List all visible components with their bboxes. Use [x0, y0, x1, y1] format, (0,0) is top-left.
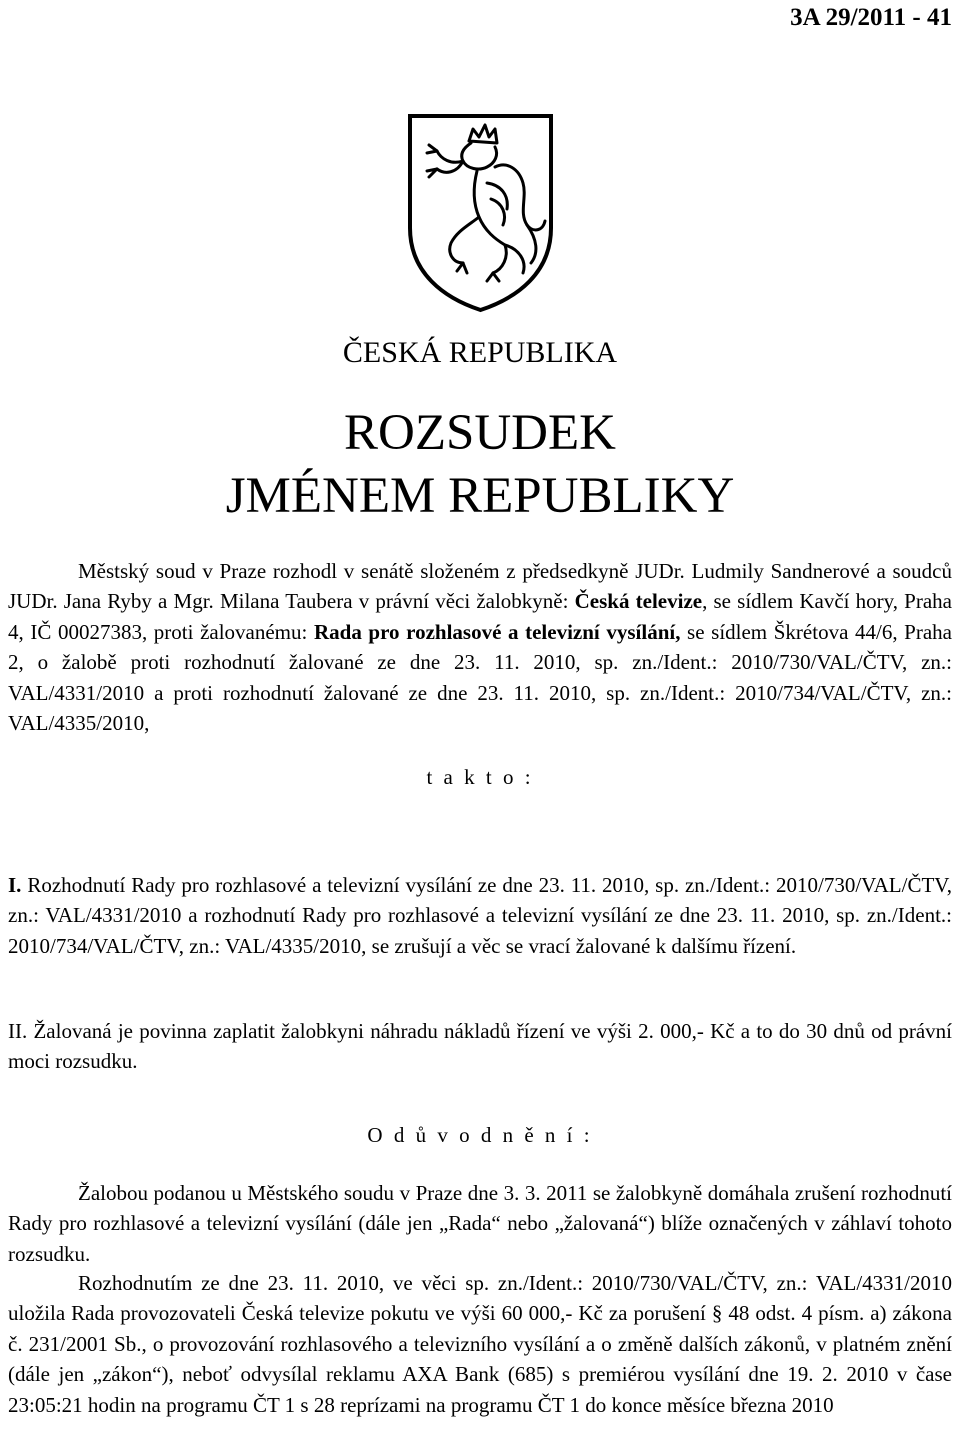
- takto-heading: t a k t o :: [426, 765, 534, 789]
- document-title: ROZSUDEK: [343, 405, 616, 461]
- intro-text-3: se sídlem Škrétova 44/6, Praha 2, o žalobě proti rozhodnutí žalované ze dne 23. 11. 2010, sp. zn./Ident.: 2010/730/VAL/ČTV, zn.: VAL/4331/2010 a proti rozhodnutí žalované ze dne 23. 11. 2010, sp. zn./Ident.: 2010/734/VAL/ČTV, zn.: VAL/4335/2010,: [8, 619, 952, 736]
- verdict-point-1-text: Rozhodnutí Rady pro rozhlasové a televizní vysílání ze dne 23. 11. 2010, sp. zn./Ident.: 2010/730/VAL/ČTV, zn.: VAL/4331/2010 a rozhodnutí Rady pro rozhlasové a televizní vysílání ze dne 23. 11. 2010, sp. zn./Ident.: 2010/734/VAL/ČTV, zn.: VAL/4335/2010, se zrušují a věc se vrací žalované k dalšímu řízení.: [8, 873, 952, 958]
- document-subtitle: JMÉNEM REPUBLIKY: [225, 468, 735, 524]
- coat-of-arms-icon: [407, 113, 554, 313]
- oduvodneni-heading: O d ů v o d n ě n í :: [367, 1123, 593, 1147]
- intro-paragraph: [8, 556, 952, 738]
- case-reference: 3A 29/2011 - 41: [790, 4, 952, 31]
- reasoning-text-2: Rozhodnutím ze dne 23. 11. 2010, ve věci sp. zn./Ident.: 2010/730/VAL/ČTV, zn.: VAL/4331/2010 uložila Rada provozovateli Česká televize pokutu ve výši 60 000,- Kč za porušení § 48 odst. 4 písm. a) zákona č. 231/2001 Sb., o provozování rozhlasového a televizního vysílání a o změně dalších zákonů, v platném znění (dále jen „zákon“), neboť odvysílal reklamu AXA Bank (685) s premiérou vysílání dne 19. 2. 2010 v čase 23:05:21 hodin na programu ČT 1 s 28 reprízami na programu ČT 1 do konce měsíce března 2010: [8, 1271, 952, 1417]
- reasoning-paragraph-2: [8, 1268, 952, 1420]
- defendant-name: Rada pro rozhlasové a televizní vysílání,: [313, 619, 681, 644]
- reasoning-text-1: Žalobou podanou u Městského soudu v Praze dne 3. 3. 2011 se žalobkyně domáhala zrušení rozhodnutí Rady pro rozhlasové a televizní vysílání (dále jen „Rada“ nebo „žalovaná“) blíže označených v záhlaví tohoto rozsudku.: [8, 1181, 952, 1266]
- intro-text-2: , se sídlem Kavčí hory, Praha 4, IČ 00027383, proti žalovanému:: [8, 589, 952, 644]
- reasoning-paragraph-1: [8, 1178, 952, 1269]
- verdict-point-2: II. Žalovaná je povinna zaplatit žalobkyni náhradu nákladů řízení ve výši 2. 000,- Kč a to do 30 dnů od právní moci rozsudku.: [8, 1019, 952, 1074]
- state-name: ČESKÁ REPUBLIKA: [342, 336, 618, 369]
- verdict-point-1: [8, 870, 952, 961]
- verdict-point-1-label: I.: [8, 873, 22, 897]
- plaintiff-name: Česká televize: [574, 589, 703, 614]
- intro-text-1: Městský soud v Praze rozhodl v senátě složeném z předsedkyně JUDr. Ludmily Sandnerové a soudců JUDr. Jana Ryby a Mgr. Milana Taubera v právní věci žalobkyně:: [8, 559, 952, 614]
